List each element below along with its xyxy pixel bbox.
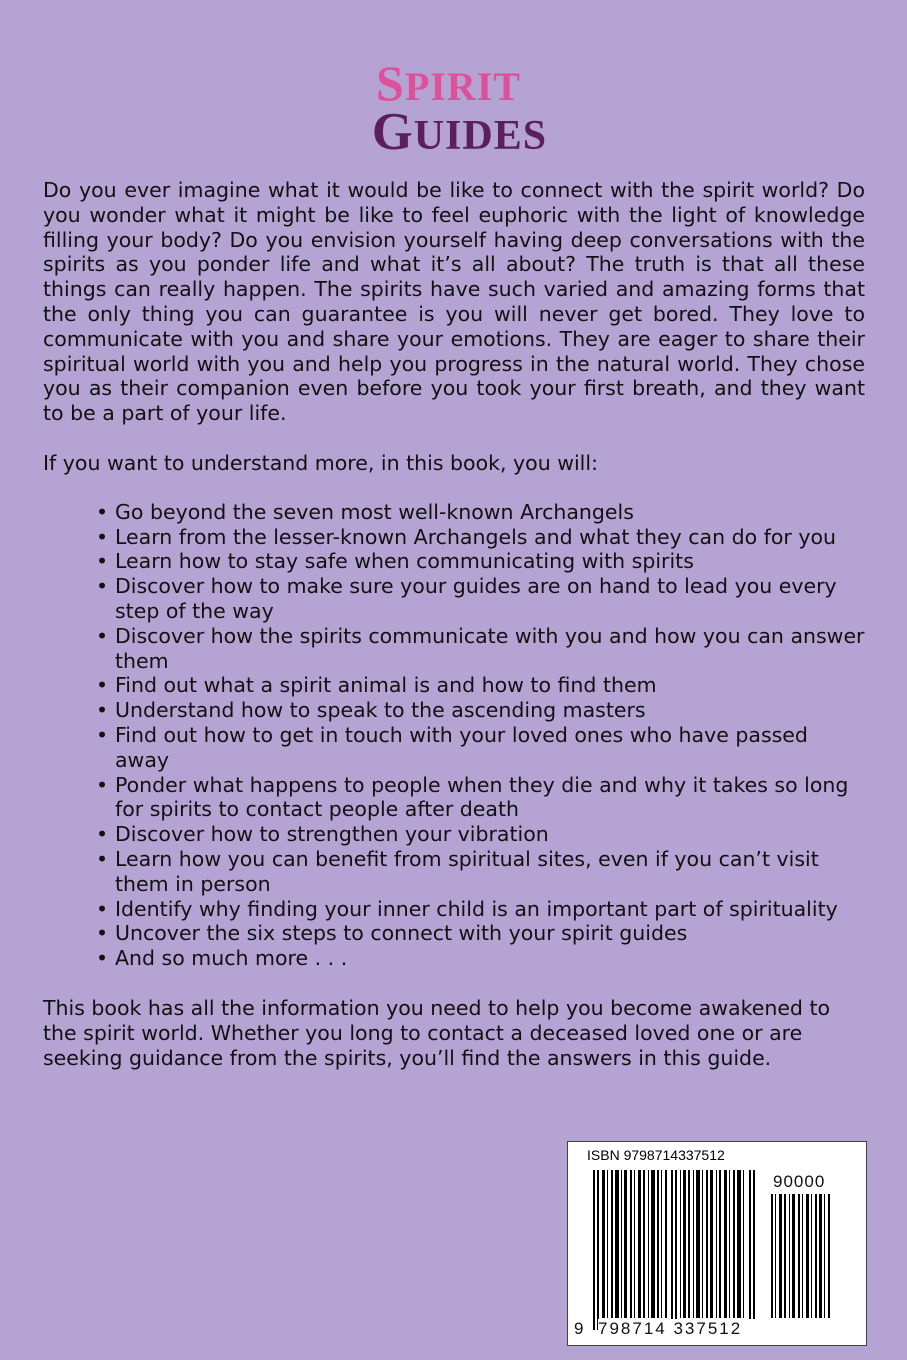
back-cover-text	[43, 178, 865, 1070]
price-code: 90000	[773, 1172, 826, 1191]
list-item: • Discover how to make sure your guides are on hand to lead you every step of the way	[96, 574, 865, 624]
list-item: • Learn how to stay safe when communicating with spirits	[96, 549, 865, 574]
list-item: • Identify why finding your inner child is an important part of spirituality	[96, 897, 865, 922]
barcode-bars-icon	[593, 1170, 758, 1330]
title-line-guides: GUIDES	[371, 103, 548, 161]
lead-in-text: If you want to understand more, in this book, you will:	[43, 450, 598, 475]
list-item: • Ponder what happens to people when they die and why it takes so long for spirits to contact people after death	[96, 773, 865, 823]
list-item: • Find out how to get in touch with your loved ones who have passed away	[96, 723, 865, 773]
title-line-spirit: SPIRIT	[376, 55, 521, 111]
list-item: • Go beyond the seven most well-known Archangels	[96, 500, 865, 525]
list-item: • Discover how to strengthen your vibration	[96, 822, 865, 847]
price-barcode-icon	[771, 1194, 833, 1318]
list-item: • Understand how to speak to the ascending masters	[96, 698, 865, 723]
list-item: • And so much more . . .	[96, 946, 865, 971]
benefit-list	[43, 500, 865, 971]
intro-paragraph: Do you ever imagine what it would be like to connect with the spirit world? Do you wonder what it might be like to feel euphoric with the light of knowledge filling your body? Do you envision yourself having deep conversations with the spirits as you ponder life and what it’s all about? The truth is that all these things can really happen. The spirits have such varied and amazing forms that the only thing you can guarantee is you will never get bored. They love to communicate with you and share your emotions. They are eager to share their spiritual world with you and help you progress in the natural world. They chose you as their companion even before you took your first breath, and they want to be a part of your life.	[43, 178, 865, 426]
list-item: • Find out what a spirit animal is and how to find them	[96, 673, 865, 698]
book-title	[0, 55, 907, 161]
list-item: • Uncover the six steps to connect with your spirit guides	[96, 921, 865, 946]
list-item: • Learn how you can benefit from spiritual sites, even if you can’t visit them in person	[96, 847, 865, 897]
isbn-label: ISBN 9798714337512	[587, 1147, 725, 1163]
list-item: • Learn from the lesser-known Archangels and what they can do for you	[96, 525, 865, 550]
isbn-barcode	[567, 1141, 867, 1346]
barcode-first-digit: 9	[574, 1319, 585, 1338]
list-item: • Discover how the spirits communicate with you and how you can answer them	[96, 624, 865, 674]
closing-paragraph: This book has all the information you need to help you become awakened to the spirit world. Whether you long to contact a deceased loved one or are seeking guidance from the spirits, you’ll find the answers in this guide.	[43, 995, 831, 1070]
barcode-digits: 798714 337512	[598, 1319, 758, 1339]
